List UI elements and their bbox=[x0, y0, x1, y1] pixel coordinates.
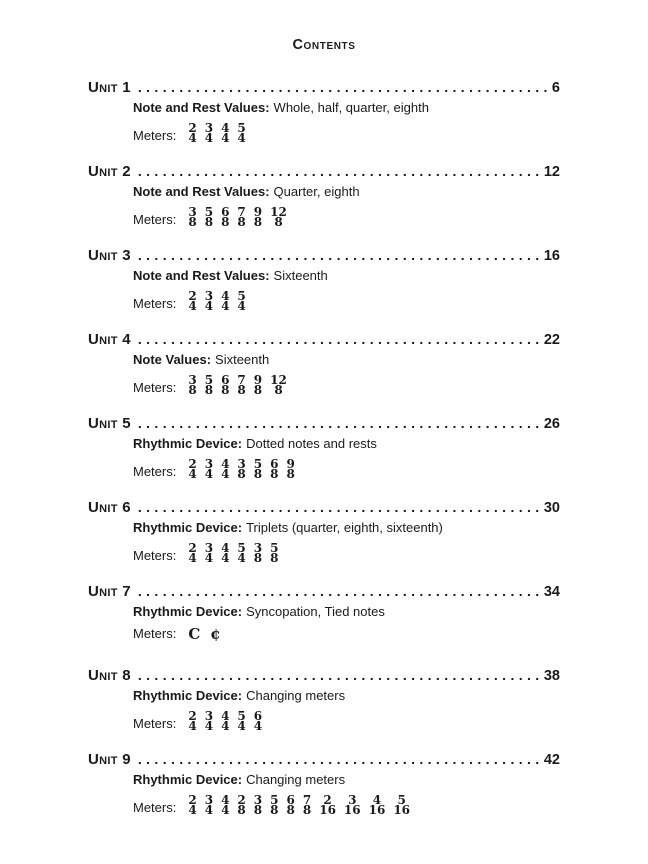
meter-fraction: 5 4 bbox=[237, 541, 246, 565]
meters-list bbox=[188, 123, 245, 143]
meter-fraction: 3 4 bbox=[204, 793, 214, 817]
unit-heading-row bbox=[88, 331, 560, 349]
unit-meters-row bbox=[133, 123, 560, 143]
meter-fraction: 6 4 bbox=[253, 709, 263, 733]
unit-page-number: 12 bbox=[543, 164, 560, 180]
dot-leader bbox=[131, 583, 544, 599]
unit-meters-row bbox=[133, 627, 560, 641]
meter-fraction: 7 8 bbox=[302, 793, 312, 817]
unit-heading-row bbox=[88, 247, 560, 265]
meter-fraction: 2 4 bbox=[188, 541, 197, 565]
unit-heading-row bbox=[88, 499, 560, 517]
unit-description-text: Sixteenth bbox=[273, 268, 328, 283]
unit-meters-row bbox=[133, 795, 560, 815]
meter-fraction: 5 8 bbox=[270, 541, 279, 565]
meter-fraction: 2 4 bbox=[188, 289, 197, 313]
unit-description bbox=[133, 688, 560, 703]
meters-list bbox=[188, 543, 278, 563]
unit-description-label: Rhythmic Device: bbox=[133, 436, 243, 451]
meter-fraction: 4 4 bbox=[221, 457, 230, 481]
meter-fraction: 3 4 bbox=[204, 121, 214, 145]
unit-title: Unit 8 bbox=[88, 667, 131, 684]
toc-unit bbox=[88, 499, 560, 583]
meter-fraction: 2 4 bbox=[188, 457, 197, 481]
meters-list bbox=[188, 291, 245, 311]
meter-fraction: 6 8 bbox=[221, 205, 230, 229]
meter-fraction: 7 8 bbox=[237, 373, 246, 397]
unit-page-number: 34 bbox=[543, 584, 560, 600]
meter-fraction: 3 8 bbox=[237, 457, 246, 481]
dot-leader bbox=[131, 667, 544, 683]
unit-page-number: 38 bbox=[543, 668, 560, 684]
unit-page-number: 42 bbox=[543, 752, 560, 768]
meters-label: Meters: bbox=[133, 716, 177, 731]
meter-fraction: 6 8 bbox=[221, 373, 230, 397]
unit-heading-row bbox=[88, 583, 560, 601]
unit-meters-row bbox=[133, 207, 560, 227]
unit-title: Unit 7 bbox=[88, 583, 131, 600]
meter-fraction: 4 4 bbox=[221, 709, 230, 733]
unit-description bbox=[133, 268, 560, 283]
dot-leader bbox=[131, 331, 544, 347]
unit-description bbox=[133, 772, 560, 787]
meter-fraction: 5 4 bbox=[237, 289, 246, 313]
unit-description-label: Rhythmic Device: bbox=[133, 688, 243, 703]
unit-description-label: Note and Rest Values: bbox=[133, 268, 270, 283]
unit-heading-row bbox=[88, 751, 560, 769]
unit-title: Unit 1 bbox=[88, 79, 131, 96]
meters-label: Meters: bbox=[133, 626, 177, 641]
unit-page-number: 26 bbox=[543, 416, 560, 432]
meter-fraction: 12 8 bbox=[270, 373, 287, 397]
meters-label: Meters: bbox=[133, 800, 177, 815]
meter-fraction: 4 4 bbox=[221, 289, 230, 313]
meter-fraction: 7 8 bbox=[237, 205, 246, 229]
meter-symbol: C bbox=[188, 625, 201, 643]
toc-unit bbox=[88, 331, 560, 415]
unit-description-text: Syncopation, Tied notes bbox=[246, 604, 385, 619]
meter-fraction: 5 16 bbox=[393, 793, 411, 817]
unit-description bbox=[133, 604, 560, 619]
toc-unit bbox=[88, 667, 560, 751]
meters-label: Meters: bbox=[133, 296, 177, 311]
meter-fraction: 3 4 bbox=[204, 541, 214, 565]
unit-page-number: 16 bbox=[543, 248, 560, 264]
meter-fraction: 3 16 bbox=[343, 793, 361, 817]
meter-fraction: 5 4 bbox=[237, 709, 246, 733]
meters-label: Meters: bbox=[133, 128, 177, 143]
toc-unit bbox=[88, 163, 560, 247]
unit-description bbox=[133, 436, 560, 451]
meter-fraction: 5 8 bbox=[270, 793, 279, 817]
meters-list bbox=[188, 375, 287, 395]
meter-fraction: 9 8 bbox=[253, 373, 263, 397]
meters-list bbox=[188, 627, 222, 641]
unit-description-text: Sixteenth bbox=[215, 352, 270, 367]
meter-fraction: 4 16 bbox=[368, 793, 386, 817]
meter-fraction: 2 4 bbox=[188, 121, 197, 145]
unit-title: Unit 9 bbox=[88, 751, 131, 768]
meters-list bbox=[188, 795, 410, 815]
meter-fraction: 3 8 bbox=[253, 541, 263, 565]
unit-description-label: Rhythmic Device: bbox=[133, 604, 243, 619]
toc-unit bbox=[88, 583, 560, 667]
unit-title: Unit 5 bbox=[88, 415, 131, 432]
meter-fraction: 12 8 bbox=[270, 205, 287, 229]
meters-label: Meters: bbox=[133, 548, 177, 563]
unit-meters-row bbox=[133, 291, 560, 311]
page-title: Contents bbox=[292, 37, 356, 53]
meter-fraction: 4 4 bbox=[221, 541, 230, 565]
meter-fraction: 5 4 bbox=[237, 121, 246, 145]
toc-unit bbox=[88, 79, 560, 163]
meter-fraction: 3 8 bbox=[253, 793, 263, 817]
unit-description bbox=[133, 184, 560, 199]
unit-description bbox=[133, 100, 560, 115]
toc-unit bbox=[88, 247, 560, 331]
toc-unit bbox=[88, 415, 560, 499]
toc-unit bbox=[88, 751, 560, 835]
meter-fraction: 3 4 bbox=[204, 709, 214, 733]
meters-label: Meters: bbox=[133, 464, 177, 479]
unit-description-text: Changing meters bbox=[246, 688, 346, 703]
meter-fraction: 2 16 bbox=[319, 793, 336, 817]
meter-fraction: 5 8 bbox=[253, 457, 263, 481]
meters-list bbox=[188, 459, 295, 479]
unit-page-number: 22 bbox=[543, 332, 560, 348]
dot-leader bbox=[131, 499, 544, 515]
unit-description bbox=[133, 520, 560, 535]
unit-heading-row bbox=[88, 415, 560, 433]
unit-description-label: Note and Rest Values: bbox=[133, 184, 270, 199]
unit-description bbox=[133, 352, 560, 367]
unit-heading-row bbox=[88, 79, 560, 97]
unit-title: Unit 2 bbox=[88, 163, 131, 180]
meters-list bbox=[188, 711, 262, 731]
meter-fraction: 5 8 bbox=[204, 373, 214, 397]
meter-fraction: 2 4 bbox=[188, 709, 197, 733]
meter-fraction: 3 4 bbox=[204, 457, 214, 481]
meter-fraction: 5 8 bbox=[204, 205, 214, 229]
meter-fraction: 4 4 bbox=[221, 793, 230, 817]
unit-title: Unit 4 bbox=[88, 331, 131, 348]
units-list bbox=[88, 79, 560, 835]
unit-description-label: Note Values: bbox=[133, 352, 212, 367]
meter-fraction: 3 8 bbox=[188, 205, 197, 229]
meter-fraction: 4 4 bbox=[221, 121, 230, 145]
meter-fraction: 9 8 bbox=[253, 205, 263, 229]
unit-meters-row bbox=[133, 543, 560, 563]
unit-description-text: Triplets (quarter, eighth, sixteenth) bbox=[246, 520, 443, 535]
unit-title: Unit 3 bbox=[88, 247, 131, 264]
meters-label: Meters: bbox=[133, 380, 177, 395]
unit-heading-row bbox=[88, 163, 560, 181]
unit-description-text: Changing meters bbox=[246, 772, 346, 787]
meter-symbol: ¢ bbox=[210, 625, 221, 643]
dot-leader bbox=[131, 415, 544, 431]
meter-fraction: 6 8 bbox=[286, 793, 295, 817]
meter-fraction: 2 4 bbox=[188, 793, 197, 817]
meter-fraction: 9 8 bbox=[286, 457, 295, 481]
dot-leader bbox=[131, 79, 552, 95]
unit-description-label: Note and Rest Values: bbox=[133, 100, 270, 115]
meters-label: Meters: bbox=[133, 212, 177, 227]
meter-fraction: 6 8 bbox=[270, 457, 279, 481]
meter-fraction: 3 4 bbox=[204, 289, 214, 313]
dot-leader bbox=[131, 247, 544, 263]
unit-description-label: Rhythmic Device: bbox=[133, 520, 243, 535]
unit-description-text: Whole, half, quarter, eighth bbox=[273, 100, 429, 115]
meter-fraction: 3 8 bbox=[188, 373, 197, 397]
unit-heading-row bbox=[88, 667, 560, 685]
unit-description-text: Dotted notes and rests bbox=[246, 436, 377, 451]
unit-meters-row bbox=[133, 711, 560, 731]
unit-page-number: 30 bbox=[543, 500, 560, 516]
dot-leader bbox=[131, 751, 544, 767]
dot-leader bbox=[131, 163, 544, 179]
unit-page-number: 6 bbox=[551, 80, 560, 96]
unit-description-text: Quarter, eighth bbox=[273, 184, 360, 199]
unit-title: Unit 6 bbox=[88, 499, 131, 516]
unit-meters-row bbox=[133, 459, 560, 479]
unit-meters-row bbox=[133, 375, 560, 395]
meters-list bbox=[188, 207, 287, 227]
meter-fraction: 2 8 bbox=[237, 793, 246, 817]
unit-description-label: Rhythmic Device: bbox=[133, 772, 243, 787]
